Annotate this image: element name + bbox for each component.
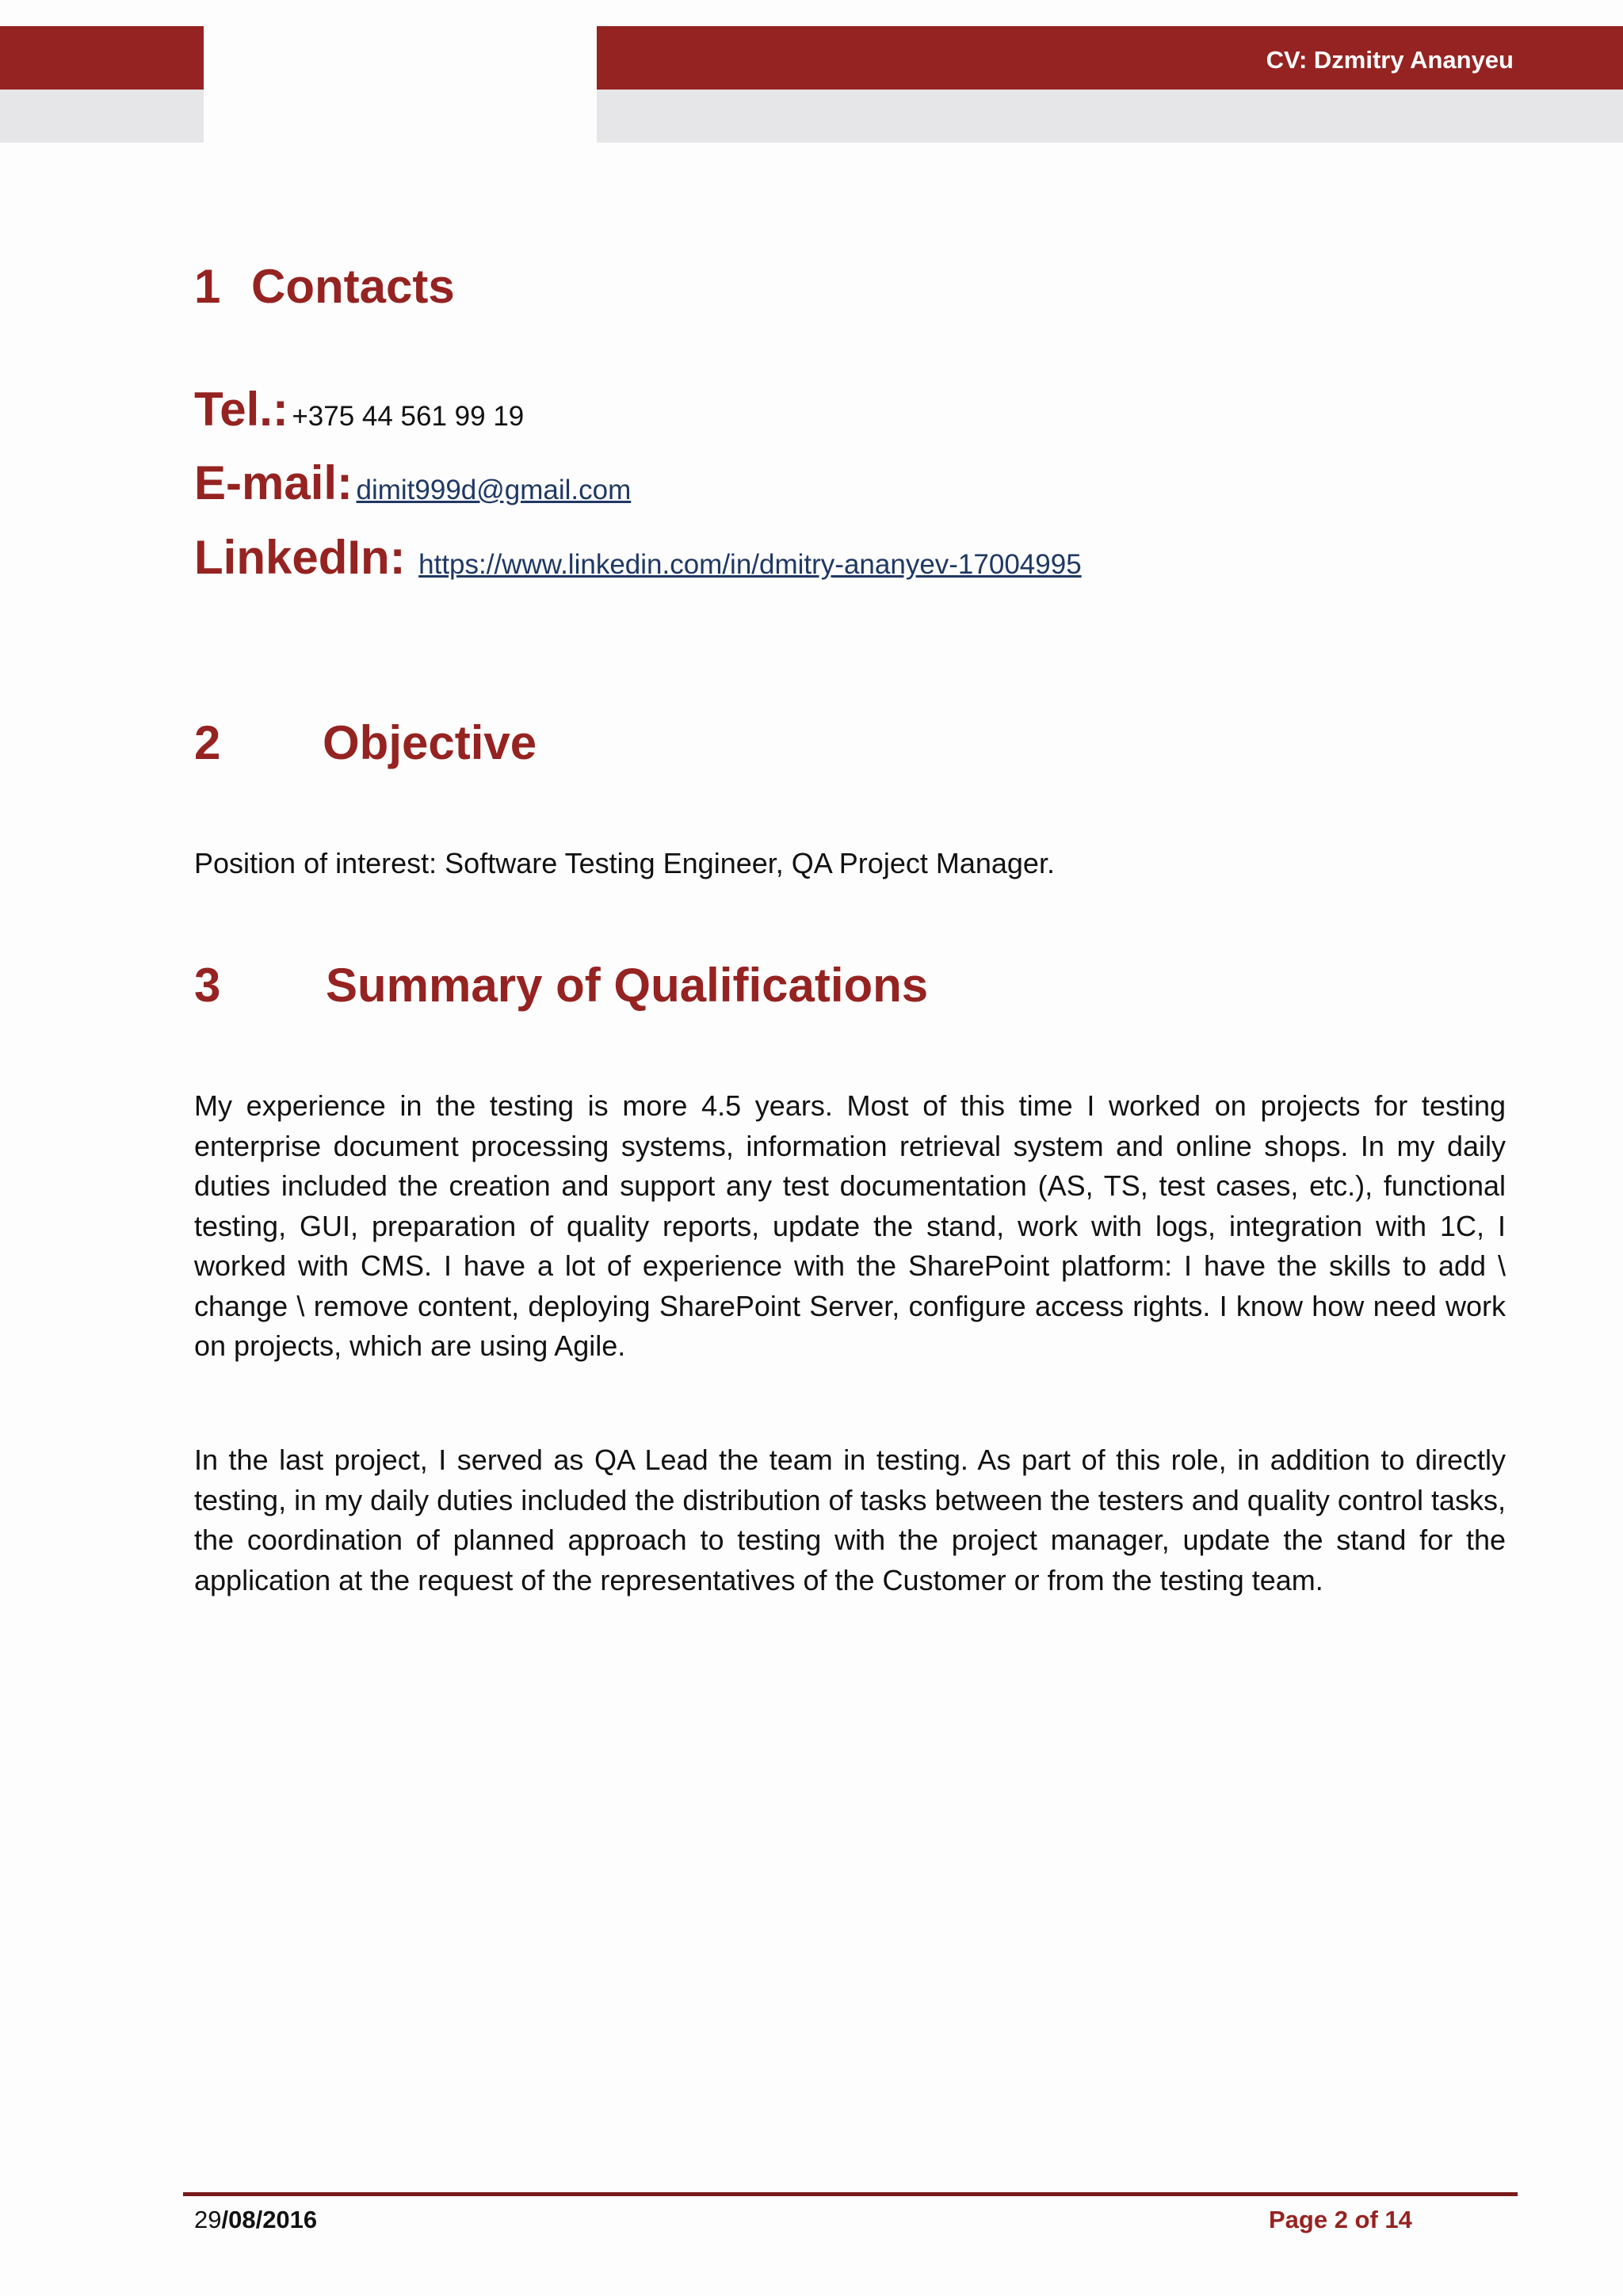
header-band-left xyxy=(0,26,204,90)
footer-page-number: Page 2 of 14 xyxy=(1269,2206,1412,2233)
section-number: 2 xyxy=(194,716,221,769)
section-title: Contacts xyxy=(251,260,455,313)
summary-paragraph: My experience in the testing is more 4.5 years. Most of this time I worked on projects for testing enterprise document processing systems, information retrieval system and online shops. In my daily duties included the creation and support any test documentation (AS, TS, test cases, etc.), functional testing, GUI, preparation of quality reports, update the stand, work with logs, integration with 1C, I worked with CMS. I have a lot of experience with the SharePoint platform: I have the skills to add \ change \ remove content, deploying SharePoint Server, configure access rights. I know how need work on projects, which are using Agile. xyxy=(194,1089,1506,1362)
tel-label: Tel.: xyxy=(194,383,288,436)
linkedin-label: LinkedIn: xyxy=(194,531,406,584)
footer-date-day: 29 xyxy=(194,2206,222,2233)
section-heading-objective xyxy=(194,715,537,772)
contact-tel-row xyxy=(194,378,524,441)
objective-text: Position of interest: Software Testing Engineer, QA Project Manager. xyxy=(194,847,1055,879)
footer-date-rest: /08/2016 xyxy=(221,2206,318,2233)
contact-email-row xyxy=(194,452,631,515)
linkedin-link[interactable]: https://www.linkedin.com/in/dmitry-ananyev-17004995 xyxy=(418,549,1082,580)
footer-date xyxy=(194,2204,317,2236)
tel-value: +375 44 561 99 19 xyxy=(292,401,525,432)
section-number: 3 xyxy=(194,959,221,1012)
section-title: Objective xyxy=(323,716,537,769)
header-band-left-grey xyxy=(0,90,204,143)
section-title: Summary of Qualifications xyxy=(326,959,929,1012)
section-heading-summary xyxy=(194,957,928,1014)
section-heading-contacts xyxy=(194,258,455,315)
document-header-title: CV: Dzmitry Ananyeu xyxy=(1266,46,1514,74)
summary-paragraph: In the last project, I served as QA Lead the team in testing. As part of this role, in addition to directly testing, in my daily duties included the distribution of tasks between the testers and quality control tasks, the coordination of planned approach to testing with the project manager, update the stand for the application at the request of the representatives of the Customer or from the testing team. xyxy=(194,1444,1506,1596)
header-band-right-grey xyxy=(597,90,1623,143)
email-label: E-mail: xyxy=(194,456,353,509)
section-number: 1 xyxy=(194,260,221,313)
email-link[interactable]: dimit999d@gmail.com xyxy=(356,475,632,505)
footer-divider xyxy=(183,2192,1518,2196)
contact-linkedin-row xyxy=(194,526,1082,589)
